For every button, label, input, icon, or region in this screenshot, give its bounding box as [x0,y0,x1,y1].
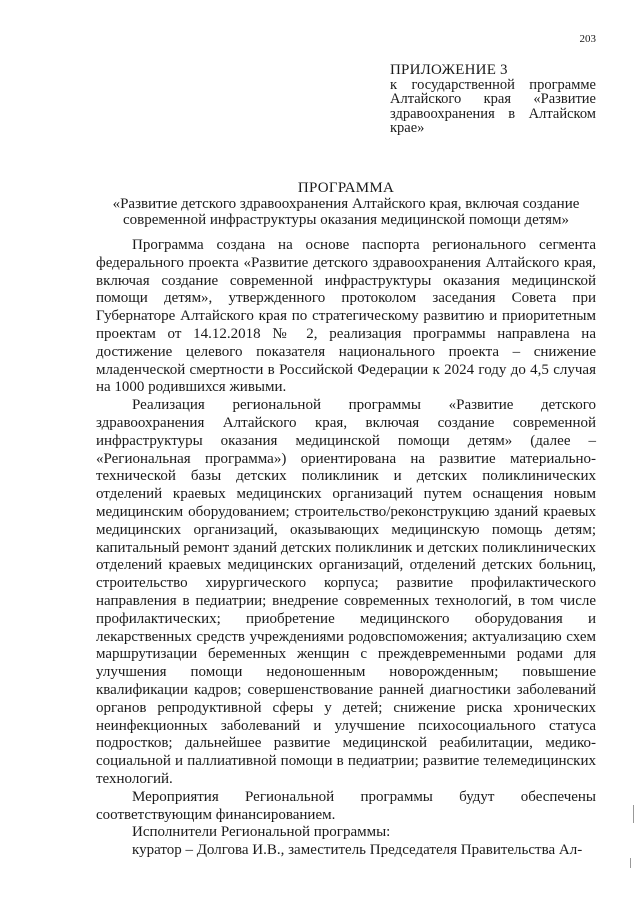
body-text [96,237,596,860]
paragraph-financing: Мероприятия Региональной программы будут обеспечены соответствующим финансированием. [96,788,596,823]
appendix-text: к государственной программе Алтайского края «Развитие здравоохранения в Алтайском крае» [390,76,596,136]
document-subtitle: «Развитие детского здравоохранения Алтайского края, включая создание современной инфраструктуры оказания медицинской помощи детям» [112,196,580,228]
document-heading: ПРОГРАММА [297,180,395,196]
page-number: 203 [579,33,596,45]
scan-edge-mark [630,858,631,868]
appendix-title: ПРИЛОЖЕНИЕ 3 [390,62,508,78]
paragraph-curator: куратор – Долгова И.В., заместитель Председателя Правительства Ал- [132,842,583,859]
paragraph-executors: Исполнители Региональной программы: [132,824,391,841]
paragraph-implementation: Реализация региональной программы «Развитие детского здравоохранения Алтайского края, включая создание современной инфраструктуры оказания медицинской помощи детям» (далее – «Региональная программа») ориентирована на развитие материально-технической базы детских поликлиник и детских поликлинических отделений краевых медицинских организаций путем оснащения новым медицинским оборудованием; строительство/реконструкцию зданий краевых медицинских организаций, оказывающих медицинскую помощь детям; капитальный ремонт зданий детских поликлиник и детских поликлинических отделений краевых медицинских организаций, отделений детских больниц, строительство хирургического корпуса; развитие профилактического направления в педиатрии; внедрение современных технологий, в том числе профилактических; приобретение медицинского оборудования и лекарственных средств учреждениями родовспоможения; актуализацию схем маршрутизации беременных женщин с преждевременными родами для улучшения помощи недоношенным новорожденным; повышение квалификации кадров; совершенствование ранней диагностики заболеваний органов репродуктивной сферы у детей; снижение риска хронических неинфекционных заболеваний и улучшение психосоциального статуса подростков; дальнейшее развитие медицинской реабилитации, медико-социальной и паллиативной помощи в педиатрии; развитие телемедицинских технологий. [96,397,596,787]
document-title-block [96,180,596,228]
appendix-block [390,63,596,136]
paragraph-basis: Программа создана на основе паспорта регионального сегмента федерального проекта «Развитие детского здравоохранения Алтайского края, включая создание современной инфраструктуры оказания медицинской помощи детям», утвержденного протоколом заседания Совета при Губернаторе Алтайского края по стратегическому развитию и приоритетным проектам от 14.12.2018 № 2, реализация программы направлена на достижение целевого показателя национального проекта – снижение младенческой смертности в Российской Федерации к 2024 году до 4,5 случая на 1000 родившихся живыми. [96,237,596,396]
scan-edge-mark [633,805,634,823]
